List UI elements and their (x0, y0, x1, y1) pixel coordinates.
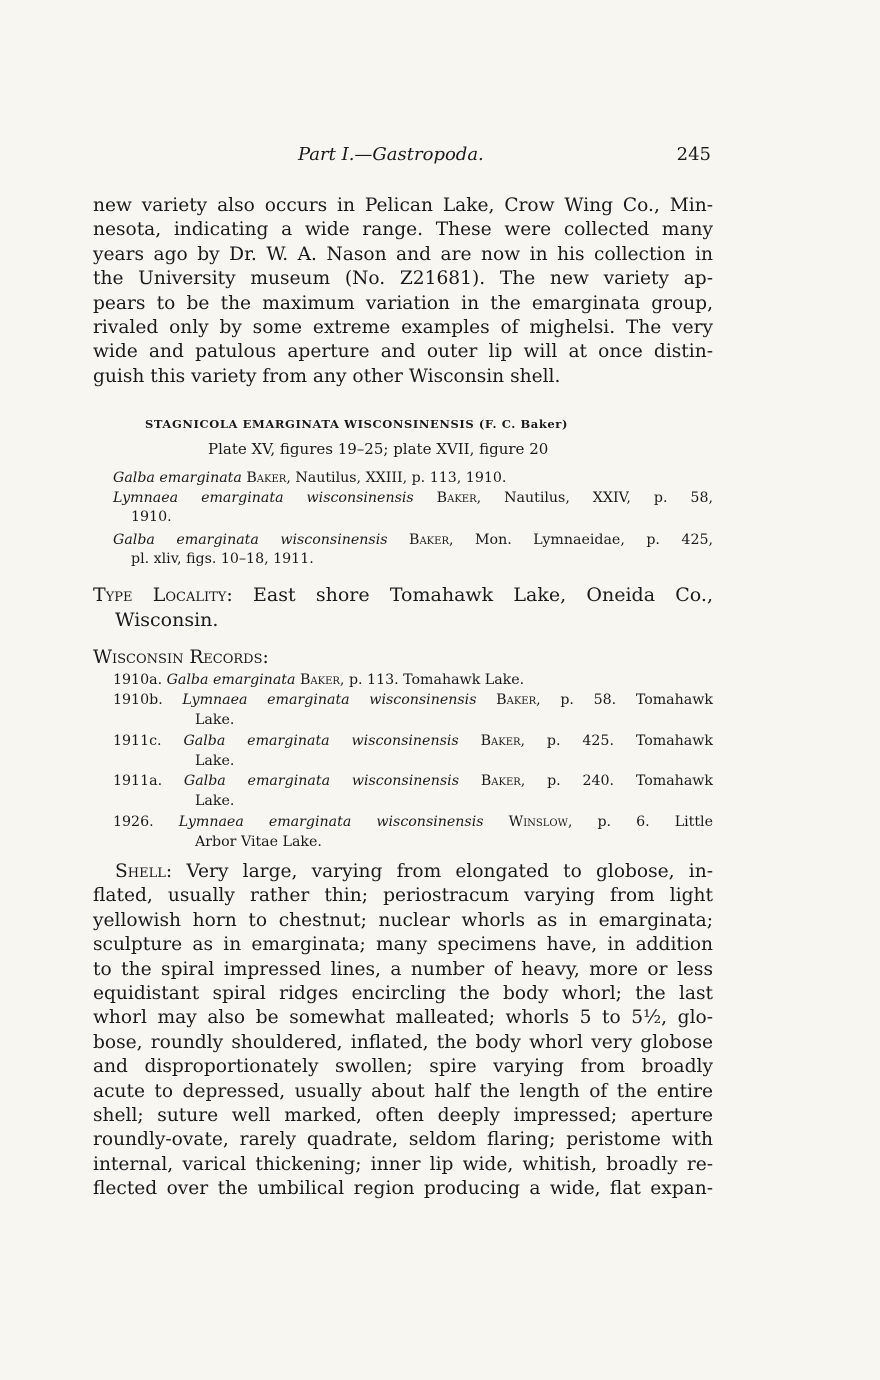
shell-line: and disproportionately swollen; spire varying from broadly (93, 1056, 713, 1078)
type-locality-continuation: Wisconsin. (115, 609, 219, 631)
synonym-citation: , Nautilus, XXIV, p. 58, (476, 490, 713, 506)
record-entry (113, 812, 713, 852)
intro-line: years ago by Dr. W. A. Nason and are now in his collection in (93, 243, 713, 265)
intro-line: pears to be the maximum variation in the emarginata group, (93, 292, 713, 314)
record-name: Galba emarginata (166, 672, 296, 688)
shell-line-text: Very large, varying from elongated to globose, in- (186, 861, 713, 882)
synonym-author: Baker (409, 532, 449, 548)
synonym-name: Galba emarginata (113, 470, 242, 486)
shell-line: equidistant spiral ridges encircling the body whorl; the last (93, 983, 713, 1005)
intro-line: the University museum (No. Z21681). The new variety ap- (93, 268, 713, 290)
intro-line: wide and patulous aperture and outer lip will at once distin- (93, 341, 713, 363)
record-key: 1910a. (113, 672, 163, 688)
shell-line: to the spiral impressed lines, a number of heavy, more or less (93, 958, 713, 980)
record-key: 1926. (113, 814, 154, 830)
intro-paragraph (93, 194, 713, 389)
synonym-name: Lymnaea emarginata wisconsinensis (113, 490, 414, 506)
record-citation: , p. 58. Tomahawk (536, 692, 713, 708)
page-number: 245 (676, 144, 711, 165)
record-continuation: Arbor Vitae Lake. (195, 834, 322, 850)
records-heading: Wisconsin Records: (93, 647, 269, 668)
record-name: Galba emarginata wisconsinensis (183, 773, 460, 789)
shell-line: acute to depressed, usually about half the length of the entire (93, 1080, 713, 1102)
record-name: Galba emarginata wisconsinensis (183, 733, 459, 749)
shell-line: shell; suture well marked, often deeply impressed; aperture (93, 1105, 713, 1127)
shell-line: Shell: Very large, varying from elongated to globose, in- (115, 861, 713, 882)
synonymy-entry (113, 489, 713, 527)
record-entry (113, 690, 713, 730)
intro-line: guish this variety from any other Wisconsin shell. (93, 365, 561, 387)
shell-line: yellowish horn to chestnut; nuclear whorls as in emarginata; (93, 909, 713, 931)
record-author: Baker (299, 672, 340, 688)
synonym-citation: , Nautilus, XXIII, p. 113, 1910. (286, 470, 507, 486)
intro-line: nesota, indicating a wide range. These were collected many (93, 219, 713, 241)
record-key: 1910b. (113, 692, 163, 708)
record-entry (113, 771, 713, 811)
record-author: Baker (480, 773, 521, 789)
record-key: 1911c. (113, 733, 162, 749)
shell-line: flated, usually rather thin; periostracum varying from light (93, 885, 713, 907)
plate-reference: Plate XV, figures 19–25; plate XVII, figure 20 (208, 440, 549, 458)
shell-line: bose, roundly shouldered, inflated, the body whorl very globose (93, 1031, 713, 1053)
record-continuation: Lake. (195, 712, 235, 728)
synonymy-entry (113, 469, 713, 488)
synonym-continuation: 1910. (131, 509, 172, 525)
shell-label: Shell (115, 861, 166, 882)
synonym-author: Baker (436, 490, 477, 506)
record-citation: , p. 240. Tomahawk (520, 773, 714, 789)
shell-line: sculpture as in emarginata; many specimens have, in addition (93, 934, 713, 956)
intro-line: rivaled only by some extreme examples of mighelsi. The very (93, 317, 713, 339)
record-continuation: Lake. (195, 753, 235, 769)
record-author: Baker (496, 692, 537, 708)
records-label: Wisconsin Records (93, 647, 263, 668)
record-name: Lymnaea emarginata wisconsinensis (182, 692, 477, 708)
type-locality: Type Locality: East shore Tomahawk Lake, Oneida Co., Wisconsin. (93, 584, 713, 631)
synonymy-entry (113, 531, 713, 569)
record-entry (113, 670, 713, 690)
running-head (93, 144, 713, 170)
type-locality-text: East shore Tomahawk Lake, Oneida Co., (253, 584, 713, 606)
synonym-name: Galba emarginata wisconsinensis (113, 532, 388, 548)
record-entry (113, 731, 713, 771)
record-citation: , p. 425. Tomahawk (520, 733, 713, 749)
shell-description (93, 860, 713, 1202)
shell-line: flected over the umbilical region producing a wide, flat expan- (93, 1178, 713, 1200)
shell-line: whorl may also be somewhat malleated; whorls 5 to 5½, glo- (93, 1007, 713, 1029)
synonym-author: Baker (246, 470, 287, 486)
shell-line: roundly-ovate, rarely quadrate, seldom flaring; peristome with (93, 1129, 713, 1151)
record-citation: , p. 113. Tomahawk Lake. (339, 672, 525, 688)
record-citation: , p. 6. Little (567, 814, 713, 830)
record-name: Lymnaea emarginata wisconsinensis (178, 814, 484, 830)
species-heading: STAGNICOLA EMARGINATA WISCONSINENSIS (F. C. Baker) (145, 417, 569, 431)
record-key: 1911a. (113, 773, 163, 789)
type-locality-label: Type Locality (93, 584, 227, 606)
intro-line: new variety also occurs in Pelican Lake, Crow Wing Co., Min- (93, 195, 713, 216)
running-head-title: Part I.—Gastropoda. (298, 144, 484, 165)
shell-line: internal, varical thickening; inner lip wide, whitish, broadly re- (93, 1153, 713, 1175)
record-continuation: Lake. (195, 793, 235, 809)
record-author: Baker (480, 733, 521, 749)
synonym-continuation: pl. xliv, figs. 10–18, 1911. (131, 551, 314, 567)
synonym-citation: , Mon. Lymnaeidae, p. 425, (448, 532, 714, 548)
record-author: Winslow (508, 814, 568, 830)
